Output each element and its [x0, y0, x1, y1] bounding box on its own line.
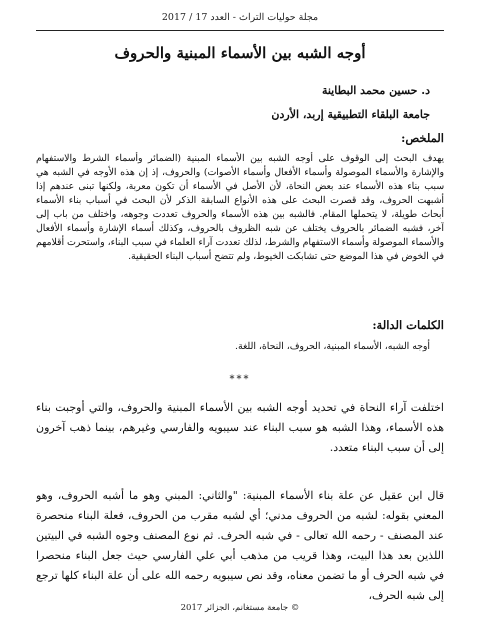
author-name: د. حسين محمد البطاينة: [321, 84, 430, 97]
running-head: مجلة حوليات التراث - العدد 17 / 2017: [161, 12, 319, 23]
section-separator: ***: [229, 374, 251, 385]
keywords-text: أوجه الشبه، الأسماء المبنية، الحروف، النحاة، اللغة.: [235, 341, 430, 352]
abstract-heading: الملخص:: [401, 131, 444, 145]
author-affiliation: جامعة البلقاء التطبيقية إربد، الأردن: [271, 108, 430, 121]
page-footer: © جامعة مستغانم، الجزائر 2017: [180, 603, 300, 613]
abstract-text: يهدف البحث إلى الوقوف على أوجه الشبه بين الأسماء المبنية (الضمائر وأسماء الشرط والاستفهام والإشارة والأسماء الموصولة وأسماء الأفعال وأسماء الأصوات) والحروف، إذ إن هذه الأوجه في الشبه هي سبب بناء هذه الأسماء عند بعض النحاة، لأن الأصل في الأسماء أن تكون معربة، ولكنها تبنى عندهم إذا أشبهت الحروف، وقد قصرت البحث على هذه الأنواع السابقة الذكر لأن البحث في أسباب بناء الأسماء أبحاث طويلة، لا يتحملها المقام. فالشبه بين هذه الأسماء والحروف تعددت وجوهه، واختلف من باب إلى آخر، فشبه الضمائر بالحروف يختلف عن شبه الظروف بالحروف، وكذلك أسماء الإشارة وأسماء الأفعال والأسماء الموصولة وأسماء الاستفهام والشرط، لذلك تعددت آراء العلماء في سبب البناء، واستحرت أقلامهم في الخوض في هذا الموضع حتى تشابكت الخيوط، ولم تتضح أسباب البناء الحقيقية.: [36, 153, 444, 262]
header-rule: [36, 30, 444, 31]
body-paragraph-1: اختلفت آراء النحاة في تحديد أوجه الشبه بين الأسماء المبنية والحروف، والتي أوجبت بناء هذه الأسماء، وهذا الشبه هو سبب البناء عند سيبويه والفارسي وغيرهم، بينما ذهب آخرون إلى أن سبب البناء متعدد.: [36, 401, 444, 454]
body-paragraph-2: قال ابن عقيل عن علة بناء الأسماء المبنية: "والثاني: المبني وهو ما أشبه الحروف، وهو المعني بقوله: لشبه من الحروف مدني؛ أي لشبه مقرب من الحروف، فعلة البناء منحصرة عند المصنف - رحمه الله تعالى - في شبه الحرف. ثم نوع المصنف وجوه الشبه في البيتين اللذين بعد هذا البيت، وهذا قريب من مذهب أبي علي الفارسي حيث جعل البناء منحصرا في شبه الحرف أو ما تضمن معناه، وقد نص سيبويه رحمه الله على أن علة البناء كلها ترجع إلى شبه الحرف،: [36, 489, 444, 602]
document-page: [36, 0, 444, 640]
article-title: أوجه الشبه بين الأسماء المبنية والحروف: [114, 44, 366, 62]
keywords-heading: الكلمات الدالة:: [372, 318, 444, 332]
